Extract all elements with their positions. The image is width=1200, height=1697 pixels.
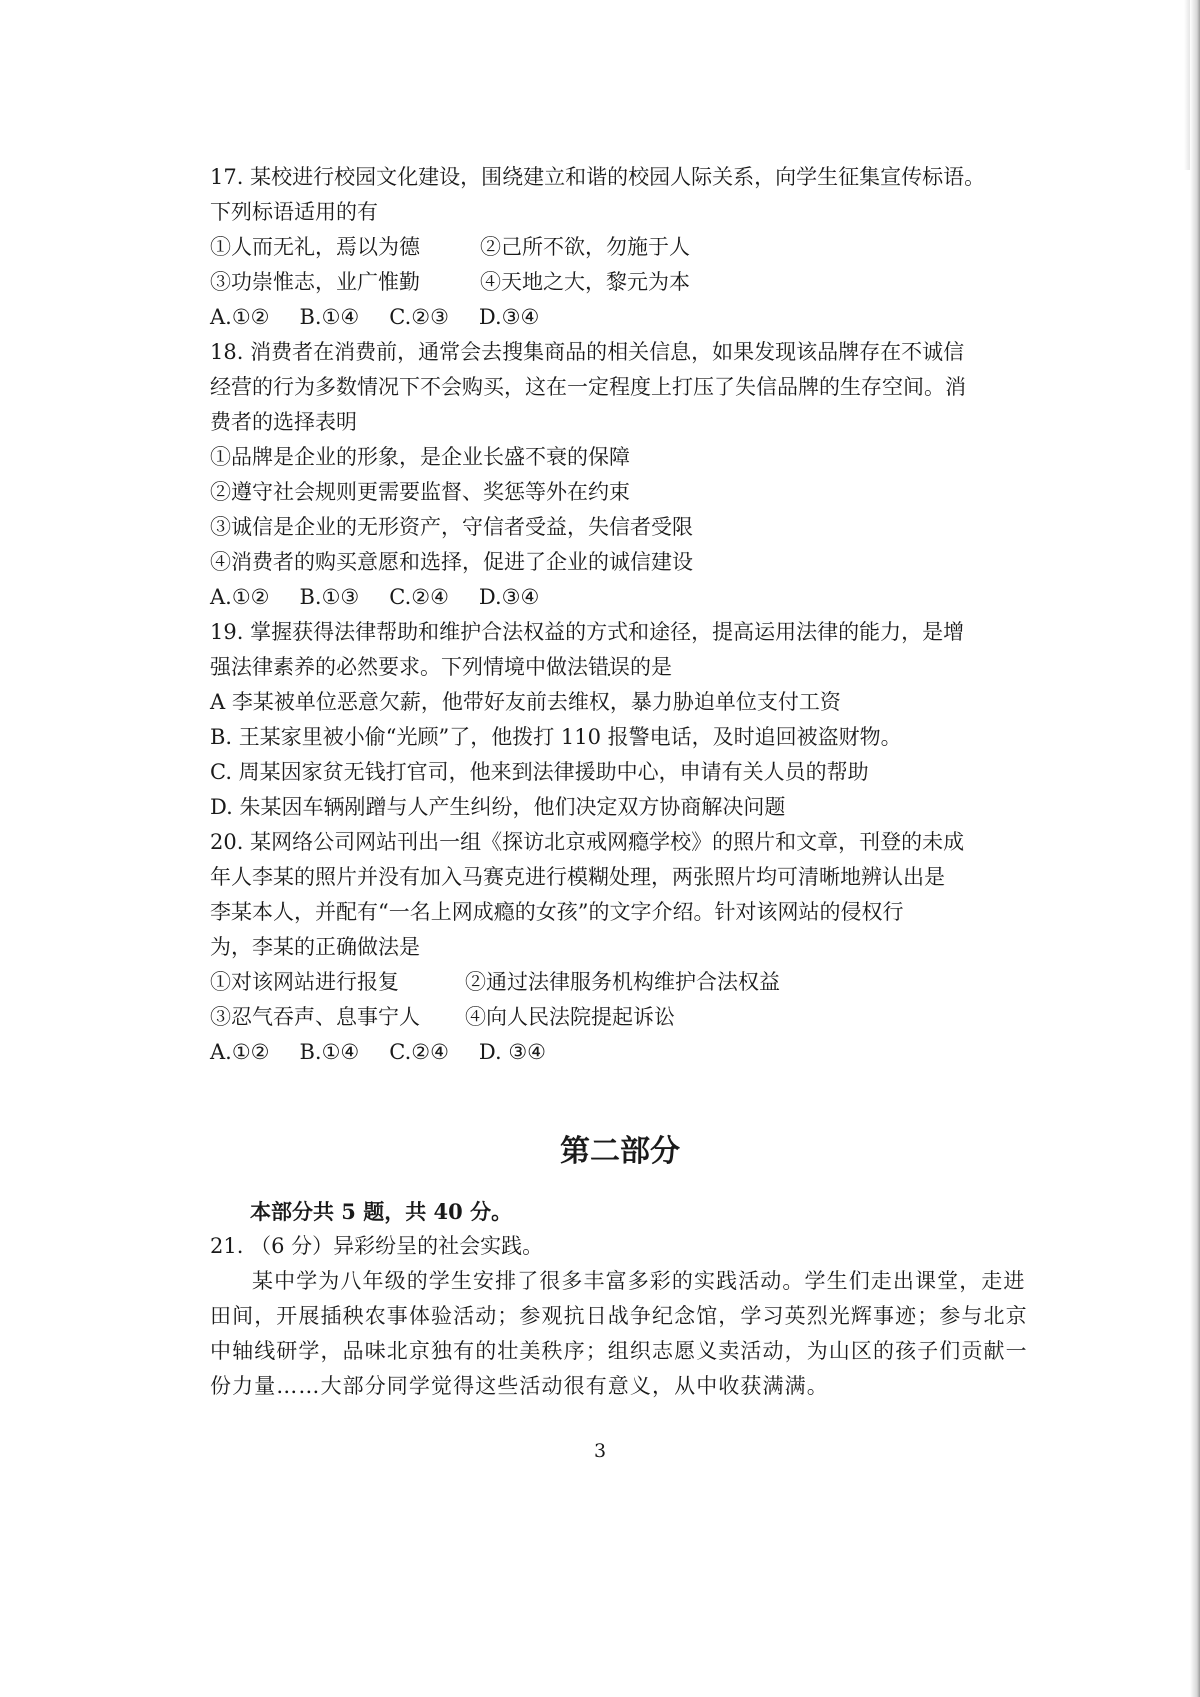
q18-statement-3: ③诚信是企业的无形资产，守信者受益，失信者受限 bbox=[210, 515, 693, 539]
q20-choice-d: D. ③④ bbox=[478, 1040, 547, 1064]
q20-choice-c: C.②④ bbox=[389, 1040, 449, 1064]
q17-statement-1: ①人而无礼，焉以为德 bbox=[210, 235, 420, 259]
q20-statements-row-1 bbox=[210, 965, 1030, 1000]
q17-statement-3: ③功崇惟志，业广惟勤 bbox=[210, 270, 420, 294]
q19-option-b: B. 王某家里被小偷“光顾”了，他拨打 110 报警电话，及时追回被盗财物。 bbox=[210, 725, 902, 749]
q18-stem-line-1: 18. 消费者在消费前，通常会去搜集商品的相关信息，如果发现该品牌存在不诚信 bbox=[210, 340, 965, 364]
q18-stem-line-2: 经营的行为多数情况下不会购买，这在一定程度上打压了失信品牌的生存空间。消 bbox=[210, 375, 966, 399]
q17-choice-d: D.③④ bbox=[478, 305, 540, 329]
q19-stem-line-2 bbox=[210, 650, 1030, 685]
q17-stem-line-2: 下列标语适用的有 bbox=[210, 200, 378, 224]
q18-statement-4: ④消费者的购买意愿和选择，促进了企业的诚信建设 bbox=[210, 550, 693, 574]
q20-stem-line-2: 年人李某的照片并没有加入马赛克进行模糊处理，两张照片均可清晰地辨认出是 bbox=[210, 865, 945, 889]
exam-page bbox=[210, 160, 1030, 1404]
q20-statement-1: ①对该网站进行报复 bbox=[210, 970, 399, 994]
q21-heading: 21. （6 分）异彩纷呈的社会实践。 bbox=[210, 1234, 544, 1258]
q17-choice-c: C.②③ bbox=[389, 305, 449, 329]
q20-statement-4: ④向人民法院提起诉讼 bbox=[465, 1005, 675, 1029]
q21-paragraph: 某中学为八年级的学生安排了很多丰富多彩的实践活动。学生们走出课堂，走进田间，开展插秧农事体验活动；参观抗日战争纪念馆，学习英烈光辉事迹；参与北京中轴线研学，品味北京独有的壮美秩序；组织志愿义卖活动，为山区的孩子们贡献一份力量……大部分同学觉得这些活动很有意义，从中收获满满。 bbox=[210, 1269, 1028, 1398]
q19-emphasis-word: 错误 bbox=[588, 655, 630, 679]
q17-statement-2: ②己所不欲，勿施于人 bbox=[480, 235, 690, 259]
q17-stem-line-1: 17. 某校进行校园文化建设，围绕建立和谐的校园人际关系，向学生征集宣传标语。 bbox=[210, 165, 986, 189]
question-20 bbox=[210, 825, 1030, 1070]
q17-choice-b: B.①④ bbox=[299, 305, 360, 329]
q18-choices bbox=[210, 580, 1030, 615]
q19-stem-text: 强法律素养的必然要求。下列情境中做法 bbox=[210, 655, 588, 679]
q17-statements-row-1 bbox=[210, 230, 1030, 265]
q18-choice-b: B.①③ bbox=[299, 585, 360, 609]
q18-statement-1: ①品牌是企业的形象，是企业长盛不衰的保障 bbox=[210, 445, 630, 469]
q19-stem-end: 的是 bbox=[630, 655, 672, 679]
q18-choice-c: C.②④ bbox=[389, 585, 449, 609]
q18-stem-line-3: 费者的选择表明 bbox=[210, 410, 357, 434]
question-19 bbox=[210, 615, 1030, 825]
q17-statement-4: ④天地之大，黎元为本 bbox=[480, 270, 690, 294]
q20-statement-2: ②通过法律服务机构维护合法权益 bbox=[465, 970, 780, 994]
q20-stem-line-1: 20. 某网络公司网站刊出一组《探访北京戒网瘾学校》的照片和文章，刊登的未成 bbox=[210, 830, 965, 854]
q20-choices bbox=[210, 1035, 1030, 1070]
q20-stem-line-4: 为，李某的正确做法是 bbox=[210, 935, 420, 959]
q18-choice-a: A.①② bbox=[210, 585, 270, 609]
q19-option-d: D. 朱某因车辆剐蹭与人产生纠纷，他们决定双方协商解决问题 bbox=[210, 795, 786, 819]
question-17 bbox=[210, 160, 1030, 335]
page-number: 3 bbox=[593, 1440, 607, 1462]
q20-statement-3: ③忍气吞声、息事宁人 bbox=[210, 1005, 420, 1029]
q19-stem-line-1: 19. 掌握获得法律帮助和维护合法权益的方式和途径，提高运用法律的能力，是增 bbox=[210, 620, 965, 644]
part-two-heading: 第二部分 bbox=[560, 1134, 680, 1169]
question-18 bbox=[210, 335, 1030, 615]
q19-option-a: A 李某被单位恶意欠薪，他带好友前去维权，暴力胁迫单位支付工资 bbox=[210, 690, 841, 714]
q20-stem-line-3: 李某本人，并配有“一名上网成瘾的女孩”的文字介绍。针对该网站的侵权行 bbox=[210, 900, 904, 924]
q20-choice-a: A.①② bbox=[210, 1040, 270, 1064]
q18-choice-d: D.③④ bbox=[478, 585, 540, 609]
q17-choices bbox=[210, 300, 1030, 335]
q20-statements-row-2 bbox=[210, 1000, 1030, 1035]
q17-choice-a: A.①② bbox=[210, 305, 270, 329]
q20-choice-b: B.①④ bbox=[299, 1040, 360, 1064]
q18-statement-2: ②遵守社会规则更需要监督、奖惩等外在约束 bbox=[210, 480, 630, 504]
q19-option-c: C. 周某因家贫无钱打官司，他来到法律援助中心，申请有关人员的帮助 bbox=[210, 760, 869, 784]
part-two-note: 本部分共 5 题，共 40 分。 bbox=[250, 1199, 513, 1224]
q17-statements-row-2 bbox=[210, 265, 1030, 300]
question-21 bbox=[210, 1229, 1030, 1404]
